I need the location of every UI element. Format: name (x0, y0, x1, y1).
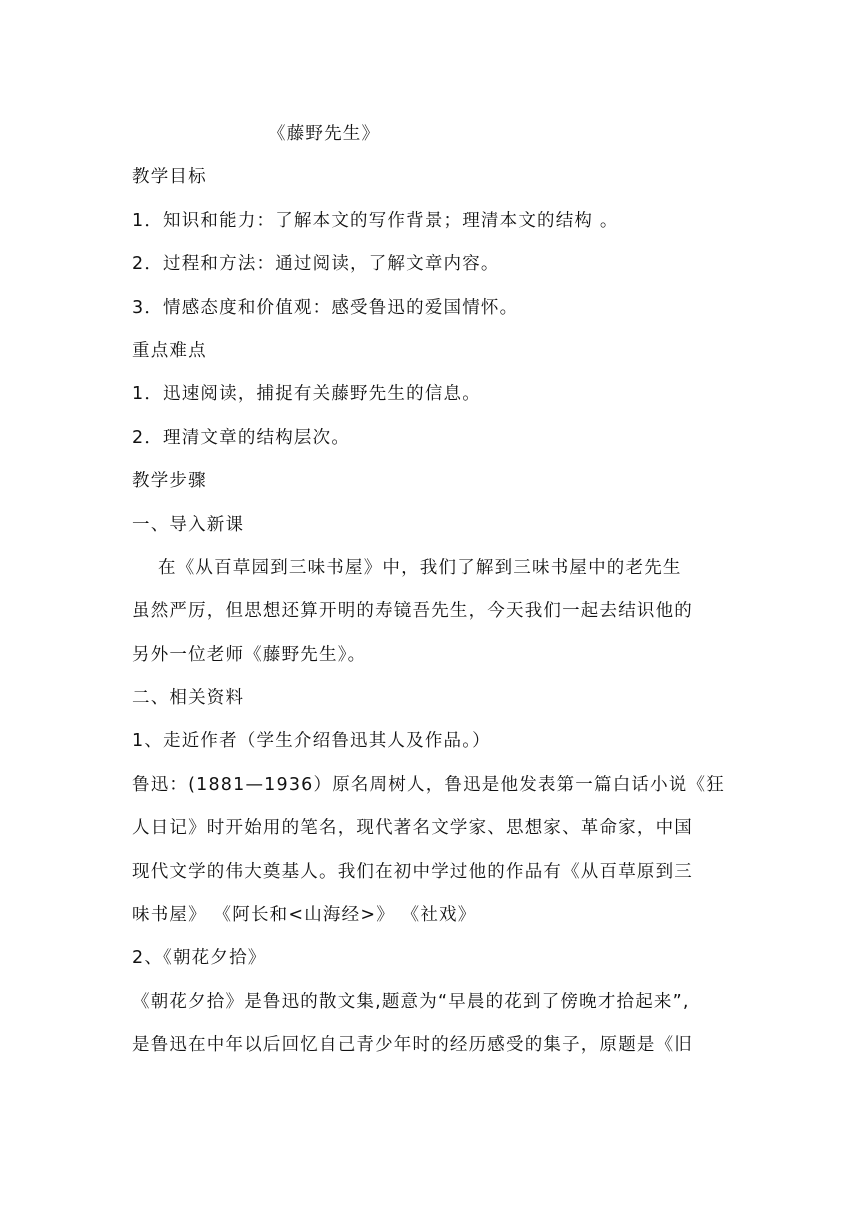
objective-item: 1．知识和能力：了解本文的写作背景；理清本文的结构 。 (132, 210, 619, 231)
objectives-heading: 教学目标 (132, 167, 207, 188)
author-paragraph-line: 味书屋》 《阿长和<山海经>》 《社戏》 (132, 905, 477, 926)
steps-heading: 教学步骤 (132, 471, 207, 492)
key-point-item: 2．理清文章的结构层次。 (132, 427, 351, 448)
intro-paragraph-line: 虽然严厉，但思想还算开明的寿镜吾先生，今天我们一起去结识他的 (132, 601, 693, 622)
author-paragraph-line: 现代文学的伟大奠基人。我们在初中学过他的作品有《从百草原到三 (132, 861, 693, 882)
subsection-heading-book: 2、《朝花夕拾》 (132, 948, 267, 969)
author-paragraph-line: 人日记》时开始用的笔名，现代著名文学家、思想家、革命家，中国 (132, 818, 693, 839)
section-heading-materials: 二、相关资料 (132, 688, 245, 709)
section-heading-intro: 一、导入新课 (132, 514, 245, 535)
intro-paragraph-line: 在《从百草园到三味书屋》中，我们了解到三味书屋中的老先生 (158, 557, 682, 578)
key-point-item: 1．迅速阅读，捕捉有关藤野先生的信息。 (132, 384, 481, 405)
objective-item: 3．情感态度和价值观：感受鲁迅的爱国情怀。 (132, 297, 519, 318)
document-title: 《藤野先生》 (268, 124, 381, 144)
author-paragraph-line: 鲁迅：(1881—1936）原名周树人，鲁迅是他发表第一篇白话小说《狂 (132, 774, 725, 795)
subsection-heading-author: 1、走近作者（学生介绍鲁迅其人及作品。） (132, 731, 491, 752)
key-points-heading: 重点难点 (132, 340, 207, 361)
book-paragraph-line: 是鲁迅在中年以后回忆自己青少年时的经历感受的集子，原题是《旧 (132, 1035, 693, 1056)
book-paragraph-line: 《朝花夕拾》是鲁迅的散文集,题意为“早晨的花到了傍晚才拾起来”, (132, 991, 690, 1012)
document-body (132, 113, 732, 1068)
intro-paragraph-line: 另外一位老师《藤野先生》。 (132, 644, 367, 665)
objective-item: 2．过程和方法：通过阅读，了解文章内容。 (132, 254, 500, 275)
